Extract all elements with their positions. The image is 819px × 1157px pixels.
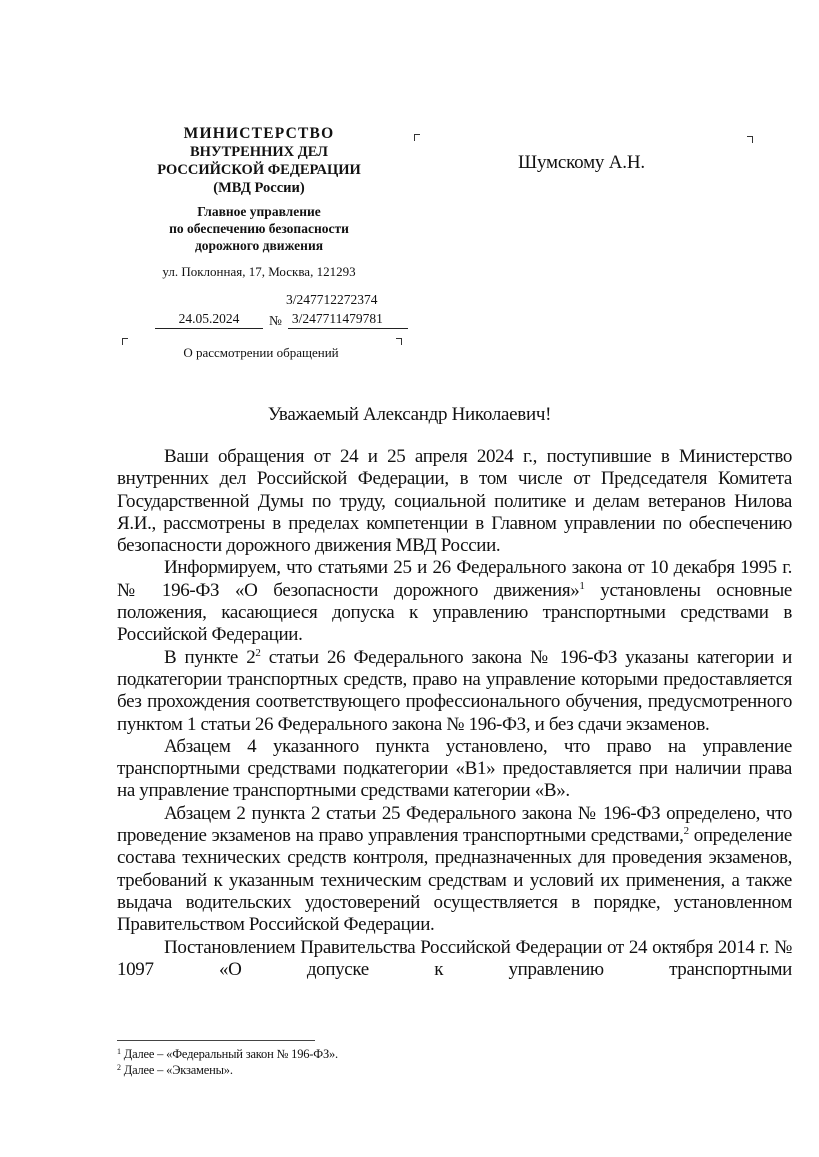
registration-row	[155, 311, 408, 329]
addressee: Шумскому А.Н.	[518, 152, 645, 173]
corner-mark-icon	[122, 338, 128, 345]
body-paragraph: Ваши обращения от 24 и 25 апреля 2024 г., поступившие в Министерство внутренних дел Российской Федерации, в том числе от Председателя Комитета Государственной Думы по труду, социальной политике и делам ветеранов Нилова Я.И., рассмотрены в пределах компетенции в Главном управлении по обеспечению безопасности дорожного движения МВД России.	[117, 446, 792, 557]
footnotes	[117, 1046, 338, 1078]
footnote-ref: 1	[579, 579, 585, 592]
corner-mark-icon	[414, 134, 420, 141]
footnote-ref: 2	[683, 825, 689, 838]
body-paragraph: В пункте $2^2$ статьи 26 Федерального закона № 196-ФЗ указаны категории и подкатегории транспортных средств, право на управление которыми предоставляется без прохождения соответствующего профессионального обучения, предусмотренного пунктом 1 статьи 26 Федерального закона № 196-ФЗ, и без сдачи экзаменов.	[117, 646, 792, 735]
org-name-line: РОССИЙСКОЙ ФЕДЕРАЦИИ	[157, 162, 361, 178]
body-paragraph: Информируем, что статьями 25 и 26 Федерального закона от 10 декабря 1995 г. № 196-ФЗ «О безопасности дорожного движения»$^1$ установлены основные положения, касающиеся допуска к управлению транспортными средствами в Российской Федерации.	[117, 557, 792, 646]
registration-number-extra: 3/247712272374	[286, 292, 378, 307]
corner-mark-icon	[396, 338, 402, 345]
org-name-line: МИНИСТЕРСТВО	[183, 125, 335, 142]
org-name-line: ВНУТРЕННИХ ДЕЛ	[190, 144, 328, 160]
org-address: ул. Поклонная, 17, Москва, 121293	[162, 264, 356, 279]
registration-date: 24.05.2024	[155, 311, 263, 329]
letter-body	[117, 446, 792, 981]
org-abbreviation: (МВД России)	[213, 180, 305, 196]
division-line: Главное управление	[197, 204, 321, 219]
letterhead	[128, 124, 390, 280]
footnote: $^2$ Далее – «Экзамены».	[117, 1063, 233, 1077]
salutation: Уважаемый Александр Николаевич!	[267, 404, 552, 425]
corner-mark-icon	[747, 136, 753, 143]
body-paragraph: Постановлением Правительства Российской Федерации от 24 октября 2014 г. № 1097 «О допуске к управлению транспортными	[117, 936, 792, 980]
registration-number: 3/247711479781	[288, 311, 408, 329]
division-line: по обеспечению безопасности	[169, 221, 349, 236]
division-line: дорожного движения	[194, 238, 324, 253]
body-paragraph: Абзацем 4 указанного пункта установлено, что право на управление транспортными средствами подкатегории «В1» предоставляется при наличии права на управление транспортными средствами категории «В».	[117, 735, 792, 802]
superscript-ref: 2	[255, 646, 261, 659]
number-sign: №	[269, 313, 282, 328]
letter-subject: О рассмотрении обращений	[183, 345, 339, 360]
footnote-separator	[117, 1040, 315, 1041]
footnote: $^1$ Далее – «Федеральный закон № 196-ФЗ».	[117, 1047, 338, 1061]
body-paragraph: Абзацем 2 пункта 2 статьи 25 Федерального закона № 196-ФЗ определено, что проведение экзаменов на право управления транспортными средствами,$^2$ определение состава технических средств контроля, предназначенных для проведения экзаменов, требований к указанным техническим средствам и условий их применения, а также выдача водительских удостоверений осуществляется в порядке, установленном Правительством Российской Федерации.	[117, 802, 792, 936]
